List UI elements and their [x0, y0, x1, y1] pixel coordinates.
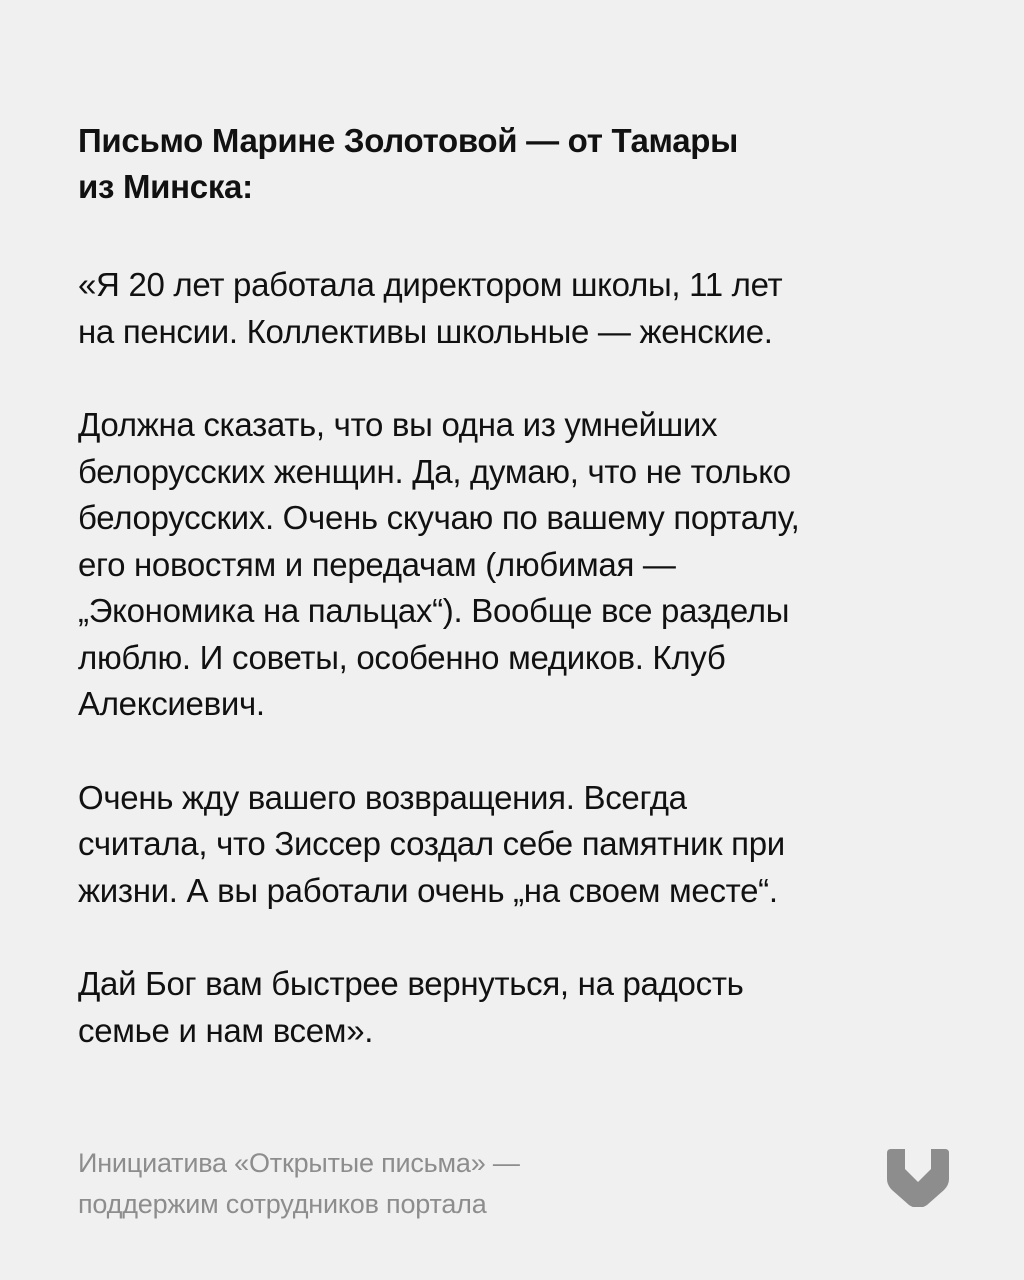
title-line: из Минска: [78, 168, 253, 205]
logo-shape [887, 1149, 949, 1207]
paragraph-line: Дай Бог вам быстрее вернуться, на радость [78, 965, 744, 1002]
paragraph-line: Алексиевич. [78, 685, 265, 722]
footer-line: поддержим сотрудников портала [78, 1189, 487, 1219]
letter-title [78, 118, 958, 210]
letter-paragraph-2 [78, 402, 958, 728]
paragraph-line: Должна сказать, что вы одна из умнейших [78, 406, 718, 443]
letter-paragraph-4 [78, 961, 958, 1054]
footer-line: Инициатива «Открытые письма» — [78, 1148, 520, 1178]
paragraph-line: люблю. И советы, особенно медиков. Клуб [78, 638, 726, 676]
title-line: Письмо Марине Золотовой — от Тамары [78, 122, 739, 159]
footer-caption [78, 1143, 778, 1225]
paragraph-line: семье и нам всем». [78, 1011, 374, 1049]
paragraph-line: белорусских женщин. Да, думаю, что не только [78, 452, 791, 490]
letter-paragraph-1 [78, 262, 958, 355]
paragraph-line: жизни. А вы работали очень „на своем месте“. [78, 871, 778, 909]
letter-content [78, 118, 958, 1101]
letter-paragraph-3 [78, 775, 958, 915]
download-arrow-logo-icon [887, 1149, 949, 1207]
paragraph-line: „Экономика на пальцах“). Вообще все разделы [78, 592, 790, 629]
paragraph-line: считала, что Зиссер создал себе памятник при [78, 825, 785, 862]
paragraph-line: его новостям и передачам (любимая — [78, 545, 676, 583]
paragraph-line: «Я 20 лет работала директором школы, 11 лет [78, 266, 783, 303]
paragraph-line: белорусских. Очень скучаю по вашему порталу, [78, 499, 800, 536]
paragraph-line: Очень жду вашего возвращения. Всегда [78, 778, 687, 816]
paragraph-line: на пенсии. Коллективы школьные — женские. [78, 312, 773, 350]
